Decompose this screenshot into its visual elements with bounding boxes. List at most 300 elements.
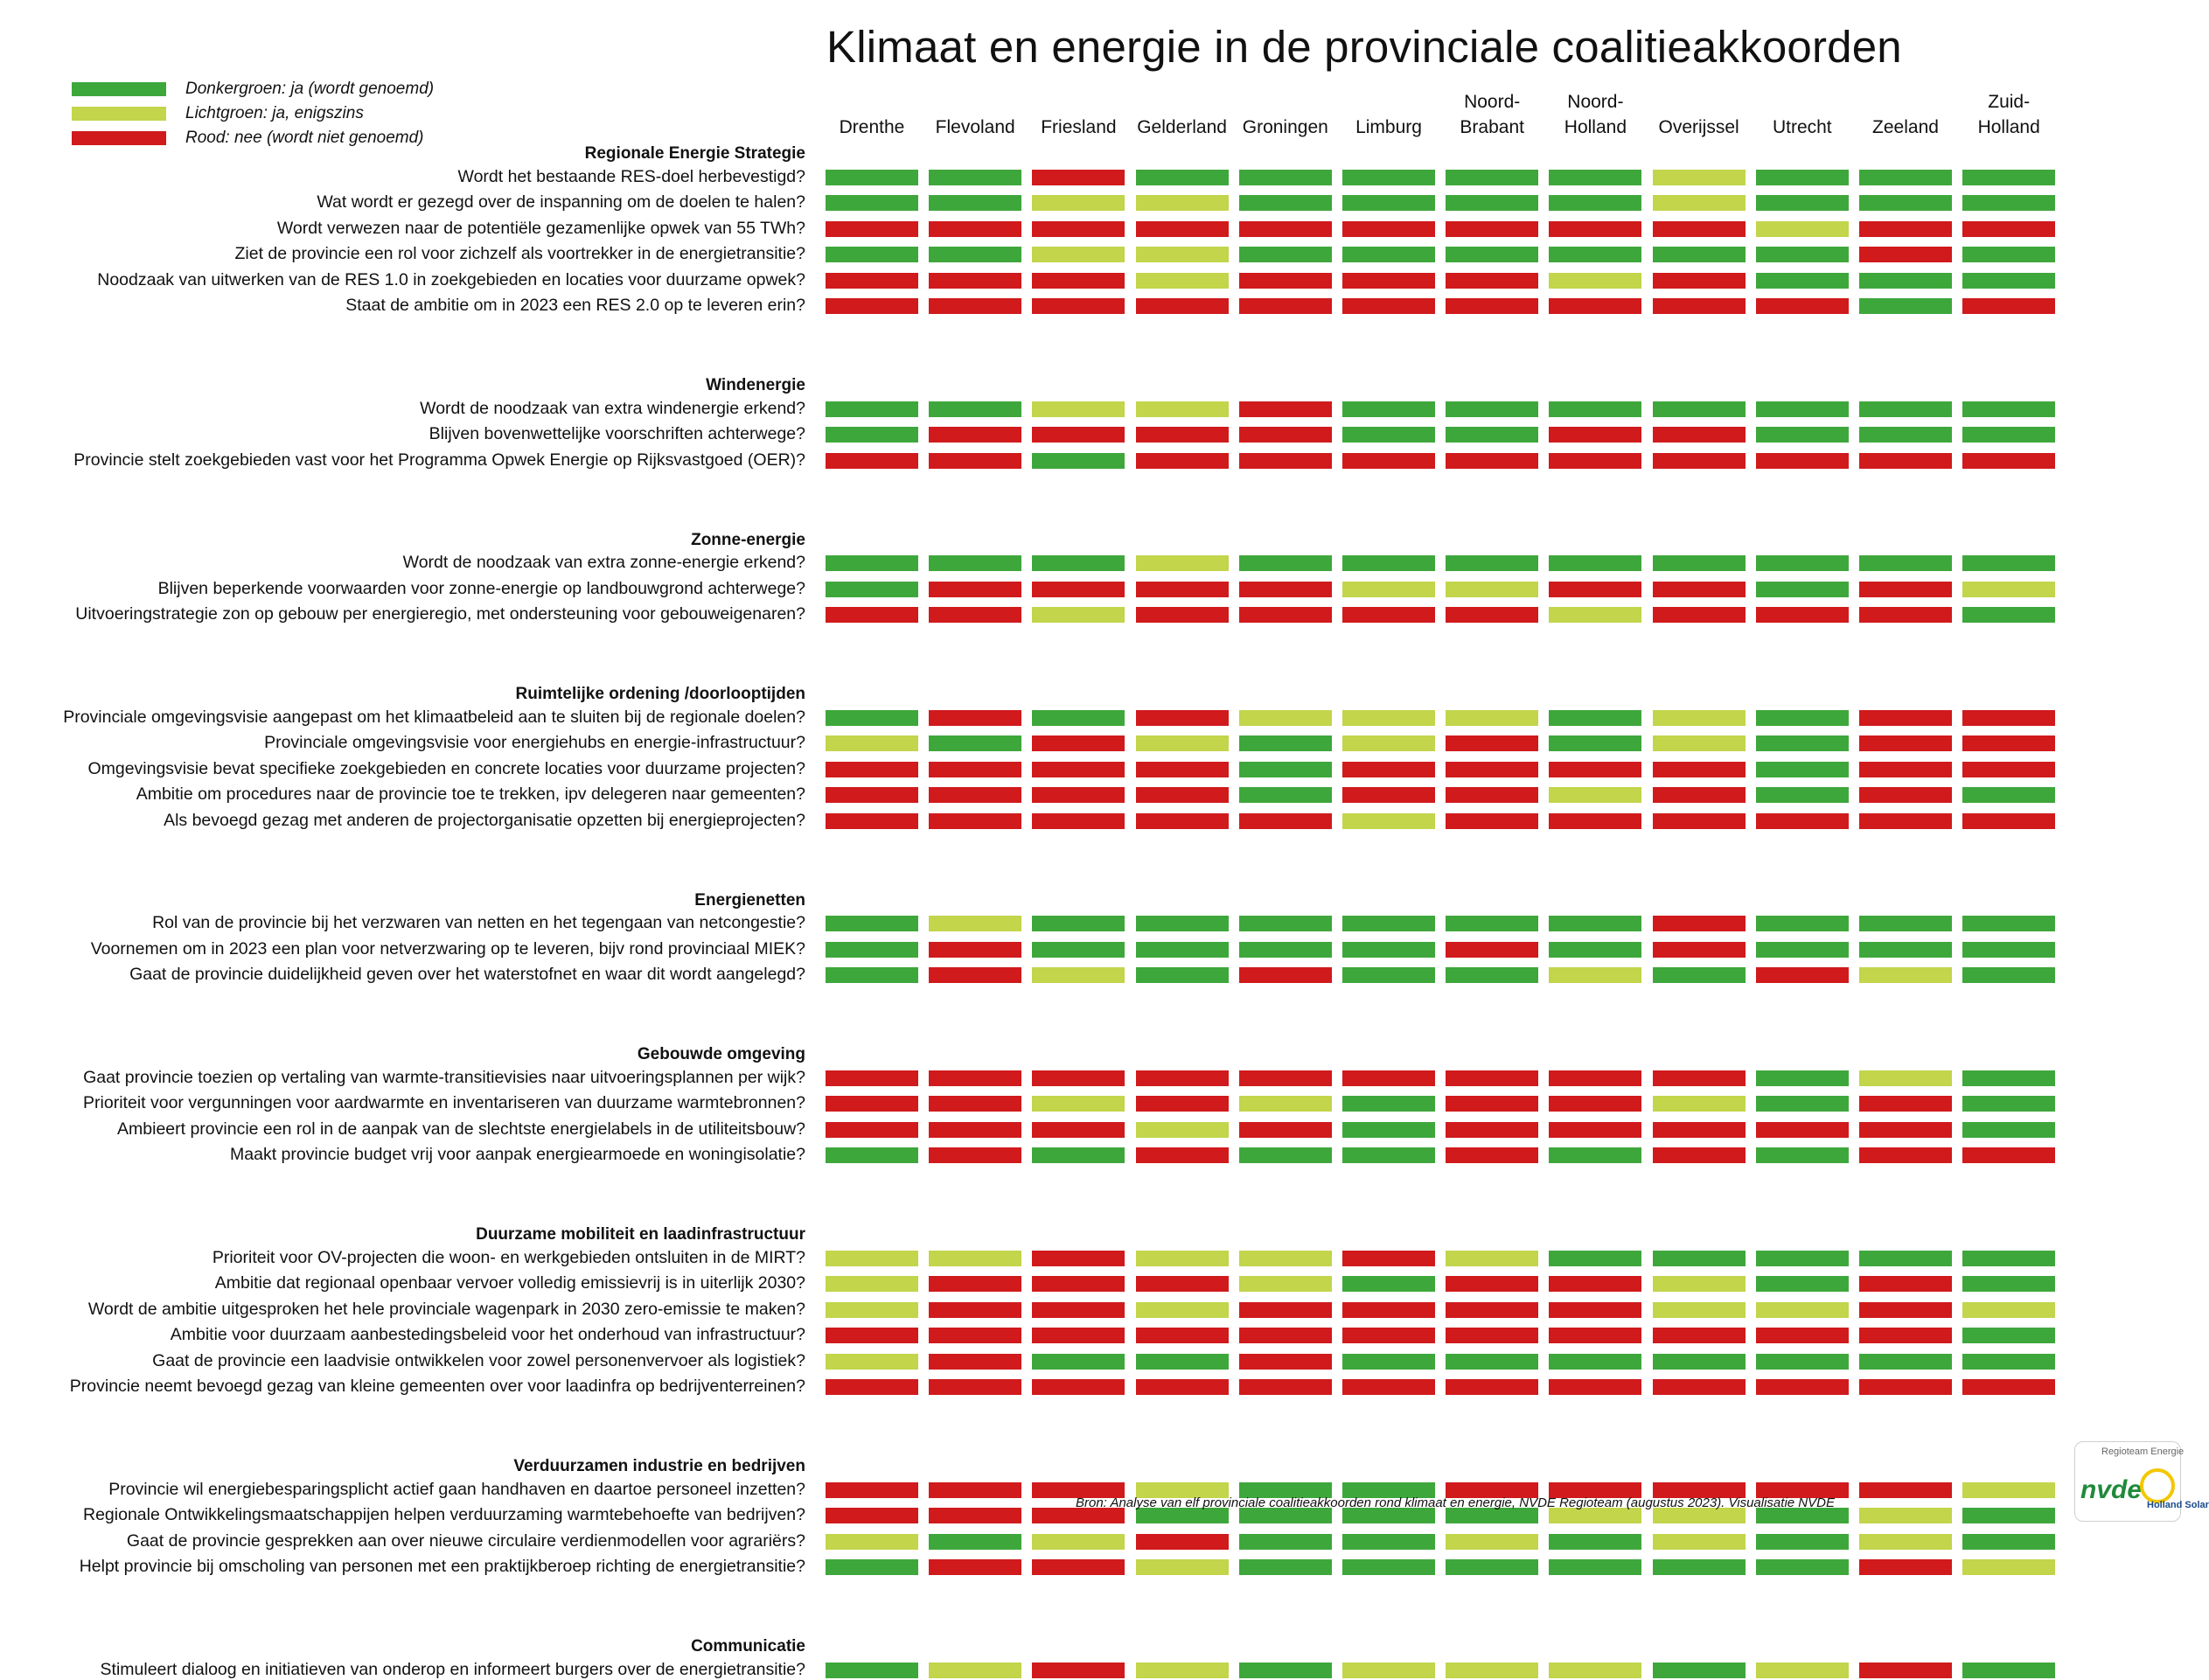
cell-flevoland-nee: [929, 967, 1021, 983]
cell-drenthe-nee: [826, 1070, 918, 1086]
question-label: Maakt provincie budget vrij voor aanpak energiearmoede en woningisolatie?: [230, 1145, 805, 1164]
cell-friesland-ja: [1032, 942, 1125, 958]
cell-gelderland-enigszins: [1136, 195, 1229, 211]
cell-overijssel-nee: [1653, 298, 1746, 314]
cell-zeeland-enigszins: [1859, 1070, 1952, 1086]
cell-zeeland-nee: [1859, 813, 1952, 829]
cell-utrecht-ja: [1756, 1251, 1849, 1266]
question-label: Wordt het bestaande RES-doel herbevestigd?: [457, 166, 805, 186]
cell-zuidholland-ja: [1962, 967, 2055, 983]
cell-zuidholland-ja: [1962, 427, 2055, 443]
province-header: [1237, 87, 1334, 140]
question-label: Wordt de ambitie uitgesproken het hele provinciale wagenpark in 2030 zero-emissie te maken?: [87, 1299, 805, 1319]
cell-noordholland-enigszins: [1549, 1663, 1641, 1678]
cell-noordholland-nee: [1549, 427, 1641, 443]
cell-noordbrabant-ja: [1446, 1354, 1538, 1370]
cell-zeeland-ja: [1859, 916, 1952, 931]
cell-zeeland-nee: [1859, 1663, 1952, 1678]
cell-gelderland-nee: [1136, 453, 1229, 469]
cell-drenthe-enigszins: [826, 1302, 918, 1318]
cell-noordbrabant-enigszins: [1446, 582, 1538, 597]
cell-noordbrabant-nee: [1446, 273, 1538, 289]
question-label: Gaat de provincie gesprekken aan over nieuwe circulaire verdienmodellen voor agrariërs?: [126, 1530, 805, 1551]
cell-zuidholland-ja: [1962, 1508, 2055, 1523]
cell-utrecht-ja: [1756, 710, 1849, 726]
logo-sub-text: Holland Solar: [2147, 1500, 2209, 1510]
question-label: Gaat provincie toezien op vertaling van warmte-transitievisies naar uitvoeringsplannen per wijk?: [83, 1067, 805, 1087]
cell-noordholland-nee: [1549, 1328, 1641, 1343]
cell-gelderland-enigszins: [1136, 1663, 1229, 1678]
cell-friesland-ja: [1032, 453, 1125, 469]
cell-zuidholland-nee: [1962, 1379, 2055, 1395]
cell-noordbrabant-nee: [1446, 607, 1538, 623]
cell-noordholland-ja: [1549, 555, 1641, 571]
cell-noordbrabant-nee: [1446, 1070, 1538, 1086]
cell-zeeland-nee: [1859, 1559, 1952, 1575]
cell-noordholland-nee: [1549, 1276, 1641, 1292]
cell-overijssel-nee: [1653, 813, 1746, 829]
question-label: Prioriteit voor OV-projecten die woon- en werkgebieden ontsluiten in de MIRT?: [212, 1247, 805, 1267]
cell-noordholland-ja: [1549, 1534, 1641, 1550]
cell-noordholland-ja: [1549, 1251, 1641, 1266]
cell-noordbrabant-ja: [1446, 1559, 1538, 1575]
cell-limburg-ja: [1342, 401, 1435, 417]
cell-gelderland-nee: [1136, 762, 1229, 777]
cell-friesland-nee: [1032, 1302, 1125, 1318]
chart-title: Klimaat en energie in de provinciale coalitieakkoorden: [826, 22, 1902, 72]
cell-flevoland-nee: [929, 762, 1021, 777]
cell-groningen-nee: [1239, 1070, 1332, 1086]
cell-utrecht-ja: [1756, 942, 1849, 958]
cell-noordbrabant-nee: [1446, 1328, 1538, 1343]
cell-gelderland-nee: [1136, 1534, 1229, 1550]
cell-zuidholland-ja: [1962, 273, 2055, 289]
cell-zuidholland-ja: [1962, 1663, 2055, 1678]
cell-drenthe-ja: [826, 582, 918, 597]
cell-gelderland-enigszins: [1136, 247, 1229, 262]
province-header: [1029, 87, 1127, 140]
cell-drenthe-nee: [826, 1122, 918, 1138]
cell-flevoland-nee: [929, 453, 1021, 469]
cell-drenthe-nee: [826, 221, 918, 237]
cell-friesland-ja: [1032, 1147, 1125, 1163]
cell-friesland-nee: [1032, 1663, 1125, 1678]
question-label: Gaat de provincie een laadvisie ontwikkelen voor zowel personenvervoer als logistiek?: [152, 1350, 805, 1370]
cell-utrecht-nee: [1756, 298, 1849, 314]
legend-swatch-red: [72, 131, 166, 145]
cell-zuidholland-ja: [1962, 607, 2055, 623]
cell-flevoland-nee: [929, 607, 1021, 623]
cell-zuidholland-ja: [1962, 247, 2055, 262]
cell-drenthe-ja: [826, 710, 918, 726]
cell-utrecht-ja: [1756, 735, 1849, 751]
cell-overijssel-enigszins: [1653, 170, 1746, 185]
cell-limburg-nee: [1342, 273, 1435, 289]
cell-noordholland-enigszins: [1549, 787, 1641, 803]
cell-utrecht-enigszins: [1756, 221, 1849, 237]
cell-drenthe-ja: [826, 401, 918, 417]
cell-groningen-nee: [1239, 1122, 1332, 1138]
cell-utrecht-ja: [1756, 762, 1849, 777]
cell-flevoland-nee: [929, 1508, 1021, 1523]
question-label: Ambitie voor duurzaam aanbestedingsbeleid voor het onderhoud van infrastructuur?: [170, 1325, 805, 1344]
cell-overijssel-ja: [1653, 1663, 1746, 1678]
cell-flevoland-nee: [929, 1096, 1021, 1112]
legend-swatch-light-green: [72, 107, 166, 121]
cell-overijssel-nee: [1653, 221, 1746, 237]
province-header: [1960, 87, 2058, 140]
cell-gelderland-nee: [1136, 607, 1229, 623]
cell-groningen-ja: [1239, 916, 1332, 931]
cell-overijssel-nee: [1653, 273, 1746, 289]
cell-friesland-enigszins: [1032, 607, 1125, 623]
cell-flevoland-nee: [929, 1302, 1021, 1318]
cell-flevoland-enigszins: [929, 1663, 1021, 1678]
province-header-line: Noord-: [1464, 92, 1521, 112]
cell-friesland-nee: [1032, 582, 1125, 597]
province-header-line: Overijssel: [1658, 117, 1739, 137]
cell-groningen-enigszins: [1239, 1251, 1332, 1266]
cell-zeeland-nee: [1859, 221, 1952, 237]
province-header-line: Drenthe: [839, 117, 905, 137]
cell-noordbrabant-ja: [1446, 427, 1538, 443]
cell-groningen-ja: [1239, 555, 1332, 571]
cell-gelderland-nee: [1136, 298, 1229, 314]
cell-noordbrabant-nee: [1446, 787, 1538, 803]
cell-friesland-nee: [1032, 787, 1125, 803]
cell-zeeland-ja: [1859, 298, 1952, 314]
question-label: Voornemen om in 2023 een plan voor netverzwaring op te leveren, bijv rond provinciaal MIEK?: [90, 938, 805, 959]
cell-zuidholland-ja: [1962, 1534, 2055, 1550]
cell-groningen-ja: [1239, 942, 1332, 958]
cell-noordholland-nee: [1549, 762, 1641, 777]
cell-groningen-ja: [1239, 1663, 1332, 1678]
cell-limburg-nee: [1342, 607, 1435, 623]
cell-overijssel-enigszins: [1653, 735, 1746, 751]
province-header-line: Noord-: [1567, 92, 1624, 112]
section-title: Regionale Energie Strategie: [584, 144, 805, 163]
cell-flevoland-nee: [929, 813, 1021, 829]
cell-utrecht-nee: [1756, 1122, 1849, 1138]
cell-groningen-ja: [1239, 247, 1332, 262]
cell-groningen-nee: [1239, 221, 1332, 237]
cell-overijssel-nee: [1653, 582, 1746, 597]
cell-limburg-ja: [1342, 555, 1435, 571]
cell-zuidholland-ja: [1962, 555, 2055, 571]
cell-zuidholland-nee: [1962, 298, 2055, 314]
cell-noordbrabant-nee: [1446, 735, 1538, 751]
cell-limburg-ja: [1342, 942, 1435, 958]
cell-flevoland-nee: [929, 1276, 1021, 1292]
cell-flevoland-nee: [929, 1328, 1021, 1343]
cell-groningen-enigszins: [1239, 1276, 1332, 1292]
cell-utrecht-ja: [1756, 1354, 1849, 1370]
cell-zuidholland-enigszins: [1962, 1302, 2055, 1318]
cell-noordholland-nee: [1549, 453, 1641, 469]
cell-gelderland-nee: [1136, 1328, 1229, 1343]
question-label: Blijven bovenwettelijke voorschriften achterwege?: [429, 424, 805, 443]
question-label: Noodzaak van uitwerken van de RES 1.0 in zoekgebieden en locaties voor duurzame opwek?: [97, 269, 805, 289]
cell-drenthe-nee: [826, 762, 918, 777]
cell-zuidholland-nee: [1962, 710, 2055, 726]
cell-groningen-ja: [1239, 1534, 1332, 1550]
cell-gelderland-nee: [1136, 813, 1229, 829]
cell-drenthe-ja: [826, 1147, 918, 1163]
cell-drenthe-nee: [826, 1379, 918, 1395]
cell-friesland-ja: [1032, 555, 1125, 571]
cell-groningen-nee: [1239, 607, 1332, 623]
cell-noordbrabant-nee: [1446, 453, 1538, 469]
cell-utrecht-ja: [1756, 170, 1849, 185]
cell-noordholland-nee: [1549, 813, 1641, 829]
cell-noordholland-ja: [1549, 916, 1641, 931]
cell-utrecht-ja: [1756, 1096, 1849, 1112]
cell-limburg-ja: [1342, 427, 1435, 443]
cell-noordholland-ja: [1549, 1354, 1641, 1370]
cell-noordholland-enigszins: [1549, 273, 1641, 289]
cell-zeeland-enigszins: [1859, 1534, 1952, 1550]
cell-overijssel-nee: [1653, 916, 1746, 931]
province-header-line: Holland: [1977, 117, 2040, 137]
cell-gelderland-enigszins: [1136, 401, 1229, 417]
cell-limburg-ja: [1342, 1534, 1435, 1550]
cell-friesland-nee: [1032, 813, 1125, 829]
cell-flevoland-nee: [929, 1482, 1021, 1498]
cell-noordbrabant-enigszins: [1446, 1534, 1538, 1550]
cell-gelderland-nee: [1136, 787, 1229, 803]
province-header-line: Gelderland: [1137, 117, 1227, 137]
cell-drenthe-enigszins: [826, 1276, 918, 1292]
cell-drenthe-nee: [826, 607, 918, 623]
cell-flevoland-ja: [929, 1534, 1021, 1550]
question-label: Staat de ambitie om in 2023 een RES 2.0 op te leveren erin?: [345, 296, 805, 315]
cell-noordbrabant-ja: [1446, 247, 1538, 262]
cell-zuidholland-ja: [1962, 1328, 2055, 1343]
cell-drenthe-nee: [826, 1096, 918, 1112]
cell-drenthe-ja: [826, 427, 918, 443]
section-title: Communicatie: [691, 1637, 805, 1656]
cell-limburg-nee: [1342, 1302, 1435, 1318]
cell-friesland-ja: [1032, 916, 1125, 931]
cell-noordbrabant-nee: [1446, 1147, 1538, 1163]
cell-limburg-nee: [1342, 221, 1435, 237]
cell-gelderland-enigszins: [1136, 1251, 1229, 1266]
cell-drenthe-ja: [826, 1559, 918, 1575]
cell-zeeland-ja: [1859, 555, 1952, 571]
cell-drenthe-enigszins: [826, 735, 918, 751]
cell-utrecht-ja: [1756, 787, 1849, 803]
cell-noordbrabant-nee: [1446, 1379, 1538, 1395]
cell-gelderland-ja: [1136, 1354, 1229, 1370]
province-header-line: Groningen: [1242, 117, 1328, 137]
cell-groningen-ja: [1239, 1559, 1332, 1575]
cell-noordbrabant-nee: [1446, 1096, 1538, 1112]
cell-noordbrabant-enigszins: [1446, 1663, 1538, 1678]
cell-zuidholland-ja: [1962, 1251, 2055, 1266]
cell-friesland-nee: [1032, 1379, 1125, 1395]
section-title: Energienetten: [694, 890, 805, 910]
cell-groningen-ja: [1239, 787, 1332, 803]
cell-groningen-ja: [1239, 195, 1332, 211]
cell-drenthe-ja: [826, 247, 918, 262]
cell-drenthe-nee: [826, 813, 918, 829]
cell-friesland-nee: [1032, 273, 1125, 289]
cell-groningen-ja: [1239, 170, 1332, 185]
cell-utrecht-ja: [1756, 273, 1849, 289]
cell-gelderland-nee: [1136, 427, 1229, 443]
cell-utrecht-ja: [1756, 1070, 1849, 1086]
cell-zeeland-ja: [1859, 427, 1952, 443]
cell-drenthe-nee: [826, 453, 918, 469]
cell-limburg-ja: [1342, 247, 1435, 262]
cell-overijssel-ja: [1653, 1559, 1746, 1575]
cell-overijssel-ja: [1653, 401, 1746, 417]
cell-friesland-enigszins: [1032, 1096, 1125, 1112]
cell-drenthe-nee: [826, 787, 918, 803]
question-label: Ambitie om procedures naar de provincie toe te trekken, ipv delegeren naar gemeenten?: [136, 784, 805, 804]
cell-noordbrabant-nee: [1446, 1122, 1538, 1138]
cell-overijssel-enigszins: [1653, 195, 1746, 211]
cell-gelderland-nee: [1136, 1147, 1229, 1163]
cell-friesland-nee: [1032, 1276, 1125, 1292]
cell-noordholland-nee: [1549, 1302, 1641, 1318]
question-label: Ambieert provincie een rol in de aanpak van de slechtste energielabels in de utiliteitsbouw?: [117, 1119, 805, 1139]
cell-gelderland-nee: [1136, 1379, 1229, 1395]
cell-noordbrabant-nee: [1446, 298, 1538, 314]
province-header-line: Zuid-: [1988, 92, 2031, 112]
cell-utrecht-nee: [1756, 813, 1849, 829]
cell-zuidholland-ja: [1962, 195, 2055, 211]
cell-overijssel-nee: [1653, 787, 1746, 803]
cell-limburg-ja: [1342, 1276, 1435, 1292]
cell-flevoland-nee: [929, 1559, 1021, 1575]
cell-gelderland-ja: [1136, 170, 1229, 185]
cell-gelderland-enigszins: [1136, 1302, 1229, 1318]
cell-zeeland-enigszins: [1859, 1508, 1952, 1523]
legend-label-red: Rood: nee (wordt niet genoemd): [185, 129, 424, 147]
cell-zeeland-nee: [1859, 247, 1952, 262]
cell-noordholland-nee: [1549, 221, 1641, 237]
cell-noordbrabant-ja: [1446, 401, 1538, 417]
cell-zeeland-ja: [1859, 1354, 1952, 1370]
cell-zuidholland-nee: [1962, 762, 2055, 777]
cell-utrecht-nee: [1756, 453, 1849, 469]
province-header-line: Friesland: [1041, 117, 1117, 137]
cell-friesland-nee: [1032, 1070, 1125, 1086]
cell-gelderland-enigszins: [1136, 1559, 1229, 1575]
cell-zeeland-nee: [1859, 582, 1952, 597]
cell-limburg-nee: [1342, 1379, 1435, 1395]
cell-friesland-nee: [1032, 298, 1125, 314]
cell-gelderland-nee: [1136, 710, 1229, 726]
cell-limburg-nee: [1342, 787, 1435, 803]
question-label: Regionale Ontwikkelingsmaatschappijen helpen verduurzaming warmtebehoefte van bedrijven?: [83, 1505, 805, 1524]
cell-friesland-nee: [1032, 427, 1125, 443]
section-title: Windenergie: [706, 376, 805, 394]
cell-overijssel-enigszins: [1653, 1534, 1746, 1550]
cell-utrecht-ja: [1756, 916, 1849, 931]
cell-utrecht-enigszins: [1756, 1302, 1849, 1318]
cell-drenthe-ja: [826, 555, 918, 571]
cell-zeeland-nee: [1859, 1482, 1952, 1498]
cell-zuidholland-nee: [1962, 453, 2055, 469]
cell-utrecht-nee: [1756, 1379, 1849, 1395]
cell-overijssel-ja: [1653, 1354, 1746, 1370]
cell-groningen-nee: [1239, 453, 1332, 469]
cell-noordholland-ja: [1549, 735, 1641, 751]
cell-flevoland-nee: [929, 1379, 1021, 1395]
cell-drenthe-ja: [826, 195, 918, 211]
cell-gelderland-enigszins: [1136, 1122, 1229, 1138]
cell-limburg-ja: [1342, 967, 1435, 983]
cell-utrecht-ja: [1756, 1276, 1849, 1292]
cell-zeeland-nee: [1859, 1147, 1952, 1163]
cell-zeeland-ja: [1859, 942, 1952, 958]
question-label: Provinciale omgevingsvisie aangepast om het klimaatbeleid aan te sluiten bij de regionale doelen?: [63, 707, 805, 727]
cell-utrecht-nee: [1756, 607, 1849, 623]
cell-noordholland-ja: [1549, 710, 1641, 726]
cell-zuidholland-ja: [1962, 916, 2055, 931]
question-label: Gaat de provincie duidelijkheid geven over het waterstofnet en waar dit wordt aangelegd?: [129, 965, 805, 984]
question-label: Provincie neemt bevoegd gezag van kleine gemeenten over voor laadinfra op bedrijventerreinen?: [69, 1377, 805, 1396]
cell-zuidholland-ja: [1962, 942, 2055, 958]
cell-limburg-ja: [1342, 1096, 1435, 1112]
cell-flevoland-nee: [929, 710, 1021, 726]
cell-overijssel-nee: [1653, 762, 1746, 777]
question-label: Ziet de provincie een rol voor zichzelf als voortrekker in de energietransitie?: [234, 244, 805, 263]
province-header: [1546, 87, 1644, 140]
cell-zuidholland-enigszins: [1962, 1559, 2055, 1575]
cell-noordbrabant-nee: [1446, 221, 1538, 237]
cell-flevoland-nee: [929, 298, 1021, 314]
cell-gelderland-enigszins: [1136, 735, 1229, 751]
cell-flevoland-nee: [929, 1147, 1021, 1163]
cell-friesland-nee: [1032, 1122, 1125, 1138]
cell-utrecht-enigszins: [1756, 1663, 1849, 1678]
cell-zuidholland-ja: [1962, 787, 2055, 803]
nvde-logo: [2074, 1441, 2209, 1522]
cell-utrecht-ja: [1756, 555, 1849, 571]
cell-noordholland-ja: [1549, 401, 1641, 417]
province-header: [1753, 87, 1851, 140]
cell-zuidholland-nee: [1962, 813, 2055, 829]
cell-drenthe-enigszins: [826, 1354, 918, 1370]
legend-label-light-green: Lichtgroen: ja, enigszins: [185, 104, 364, 122]
cell-zeeland-nee: [1859, 1379, 1952, 1395]
cell-zeeland-nee: [1859, 1328, 1952, 1343]
province-header-line: Limburg: [1355, 117, 1422, 137]
question-label: Helpt provincie bij omscholing van personen met een praktijkberoep richting de energietransitie?: [79, 1557, 805, 1576]
cell-limburg-ja: [1342, 916, 1435, 931]
province-header: [1340, 87, 1438, 140]
cell-zeeland-ja: [1859, 273, 1952, 289]
cell-friesland-nee: [1032, 735, 1125, 751]
province-header-line: Flevoland: [935, 117, 1015, 137]
cell-gelderland-nee: [1136, 1096, 1229, 1112]
cell-noordholland-nee: [1549, 1070, 1641, 1086]
cell-zuidholland-ja: [1962, 170, 2055, 185]
section-title: Zonne-energie: [691, 530, 805, 549]
cell-flevoland-nee: [929, 427, 1021, 443]
question-label: Wordt verwezen naar de potentiële gezamenlijke opwek van 55 TWh?: [276, 218, 805, 238]
question-label: Provinciale omgevingsvisie voor energiehubs en energie-infrastructuur?: [264, 733, 805, 752]
cell-limburg-ja: [1342, 170, 1435, 185]
cell-groningen-nee: [1239, 967, 1332, 983]
question-label: Ambitie dat regionaal openbaar vervoer volledig emissievrij is in uiterlijk 2030?: [214, 1273, 805, 1293]
cell-overijssel-ja: [1653, 555, 1746, 571]
cell-zuidholland-ja: [1962, 1096, 2055, 1112]
cell-drenthe-nee: [826, 1508, 918, 1523]
